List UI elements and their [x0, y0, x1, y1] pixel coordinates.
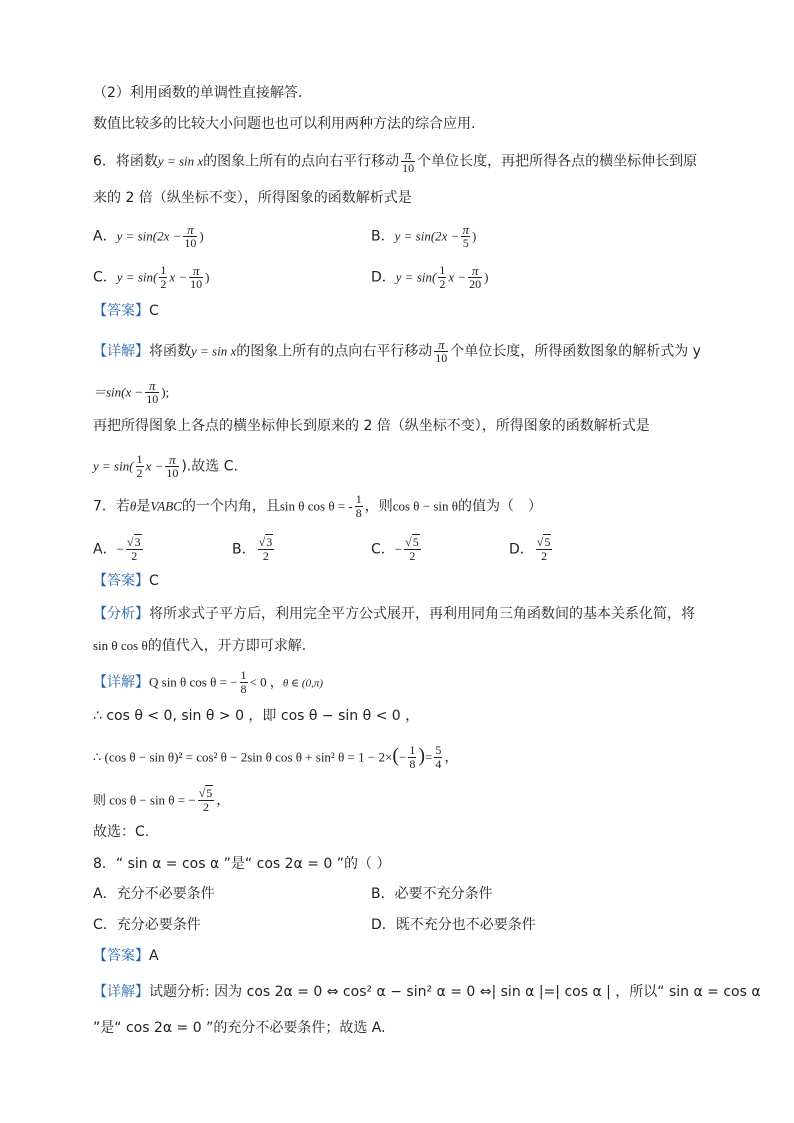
fraction-denominator: 10 [146, 392, 159, 406]
fraction-numerator: 1 [136, 452, 143, 466]
option-expr: y = sin(2x − [116, 228, 182, 244]
option-fraction [189, 264, 203, 291]
option-label: D． [371, 269, 396, 286]
fraction-denominator: 10 [402, 161, 415, 175]
detail-text: 试题分析: 因为 cos 2α = 0 ⇔ cos² α − sin² α = 0 ⇔| sin α |=| cos α | ，所以“ sin α = cos α [149, 984, 761, 1000]
option-expr-mid: x − [169, 269, 188, 285]
q7-stem [93, 493, 734, 520]
fraction-denominator: 10 [190, 277, 203, 291]
detail-tag: 【详解】 [93, 674, 149, 691]
detail-function: y = sin x [191, 343, 237, 359]
detail-range: θ ∈ (0,π) [282, 677, 323, 690]
q7-suffix: 的值为（ ） [458, 498, 543, 515]
detail-text: 将函数 [149, 343, 191, 360]
q7-detail-line-1 [93, 669, 734, 696]
fraction-denominator: 4 [435, 757, 442, 771]
fraction-numerator: 1 [160, 263, 167, 277]
radicand: 3 [134, 535, 141, 549]
q7-fraction [355, 493, 363, 520]
option-fraction [468, 264, 482, 291]
answer-value: A [149, 948, 159, 964]
intro-line-1: （2）利用函数的单调性直接解答. [93, 85, 303, 101]
q8-detail-line-1 [93, 982, 761, 1002]
detail-expr: ∴ (cos θ − sin θ)² = cos² θ − 2sin θ cos θ + sin² θ = 1 − 2× [93, 749, 393, 765]
q6-option-a [93, 223, 204, 250]
detail-expr: y = sin( [93, 458, 134, 474]
q7-option-c [371, 536, 423, 563]
fraction-denominator: 20 [469, 277, 482, 291]
q8-option-a: A．充分不必要条件 [93, 886, 215, 902]
option-fraction [183, 223, 197, 250]
analysis-text: 将所求式子平方后，利用完全平方公式展开，再利用同角三角函数间的基本关系化简，将 [149, 606, 695, 622]
fraction-numerator: π [165, 453, 179, 467]
fraction-denominator: 2 [262, 549, 269, 563]
q7-analysis-line-2 [93, 636, 734, 656]
fraction-denominator: 8 [240, 682, 247, 696]
option-fraction: $\frac{√3}{2}$ [258, 535, 273, 563]
detail-conclusion: ).故选 C. [181, 458, 238, 475]
q7-theta: θ [129, 498, 137, 514]
fraction-numerator: π [468, 264, 482, 278]
fraction-denominator: 2 [136, 466, 143, 480]
q7-expression: cos θ − sin θ [392, 498, 459, 514]
radicand: 5 [544, 535, 551, 549]
fraction-denominator: 10 [435, 351, 448, 365]
detail-fraction [240, 669, 248, 696]
option-label: D． [509, 541, 534, 558]
fraction-denominator: 10 [166, 466, 179, 480]
detail-punct: ， [444, 749, 459, 766]
q6-mid: 的图象上所有的点向右平行移动 [203, 153, 400, 170]
analysis-text: 的值代入，开方即可求解. [147, 638, 307, 654]
detail-fraction: $\frac{√5}{2}$ [198, 786, 213, 814]
q7-detail-line-3: ∴ (cos θ − sin θ)² = cos² θ − 2sin θ cos θ + sin² θ = 1 − 2×(− $\frac{1}{8}$ )= $\frac{5}{4}$ ， [93, 743, 459, 771]
option-fraction-half [159, 264, 167, 291]
q8-stem: 8．“ sin α = cos α ”是“ cos 2α = 0 ”的（ ） [93, 856, 391, 872]
fraction-numerator: 1 [240, 668, 247, 682]
option-fraction-half [438, 264, 446, 291]
option-label: C． [93, 269, 117, 286]
radicand: 3 [266, 535, 273, 549]
detail-fraction-result [434, 744, 442, 771]
detail-fraction [145, 379, 159, 406]
analysis-expr: sin θ cos θ [93, 638, 148, 653]
option-expr: y = sin( [116, 269, 158, 285]
fraction-numerator: 1 [355, 492, 362, 506]
option-label: C． [371, 541, 395, 558]
q6-option-c [93, 264, 209, 291]
q6-function: y = sin x [157, 153, 204, 169]
answer-tag: 【答案】 [93, 573, 149, 589]
detail-text: 的图象上所有的点向右平行移动 [236, 343, 433, 360]
fraction-numerator: 1 [409, 743, 416, 757]
q7-prefix: 7．若 [93, 498, 130, 515]
fraction-numerator: π [401, 148, 415, 162]
q6-stem-line-1 [93, 148, 734, 175]
fraction-denominator: 8 [409, 757, 416, 771]
fraction-numerator: π [434, 338, 448, 352]
q6-stem-line-2: 来的 2 倍（纵坐标不变），所得图象的函数解析式是 [93, 190, 412, 206]
radicand: 5 [206, 786, 213, 800]
q6-detail-line-1 [93, 338, 734, 365]
detail-tag: 【详解】 [93, 984, 149, 1000]
q7-option-a [93, 536, 145, 563]
fraction-denominator: 2 [131, 549, 138, 563]
detail-expr: 则 cos θ − sin θ = − [93, 792, 196, 808]
option-label: A． [93, 228, 117, 245]
fraction-numerator: π [189, 264, 203, 278]
fraction-denominator: 2 [439, 277, 446, 291]
q7-detail-line-4 [93, 787, 734, 814]
radicand: 5 [412, 535, 419, 549]
answer-value: C [149, 303, 159, 319]
option-sign: − [394, 541, 403, 557]
fraction-numerator: π [183, 223, 197, 237]
q8-option-d: D．既不充分也不必要条件 [371, 917, 536, 933]
detail-fraction [165, 453, 179, 480]
q6-option-d [371, 264, 488, 291]
fraction-numerator: 5 [435, 743, 442, 757]
fraction-denominator: 2 [160, 277, 167, 291]
option-expr: y = sin(2x − [394, 228, 460, 244]
detail-tag: 【详解】 [93, 343, 149, 360]
option-expr: y = sin( [395, 269, 437, 285]
q7-text: 是 [136, 498, 151, 515]
q6-option-b [371, 223, 476, 250]
q7-condition: sin θ cos θ = - [279, 498, 353, 514]
option-label: B． [371, 228, 395, 245]
fraction-numerator: 1 [439, 263, 446, 277]
fraction-denominator: 2 [203, 800, 209, 814]
q7-detail-line-2: ∴ cos θ < 0, sin θ > 0 ，即 cos θ − sin θ < 0 ， [93, 708, 420, 724]
q6-suffix: 个单位长度，再把所得各点的横坐标伸长到原 [417, 153, 698, 170]
detail-expr: Q sin θ cos θ = − [149, 674, 238, 690]
detail-expr-end: < 0 ， [249, 674, 283, 690]
option-fraction: $\frac{√3}{2}$ [126, 535, 141, 563]
q6-shift-fraction [401, 148, 415, 175]
detail-fraction [408, 744, 416, 771]
option-sign: − [116, 541, 124, 557]
q7-conclusion: 故选：C. [93, 824, 150, 840]
q6-detail-line-4 [93, 453, 734, 480]
q8-option-b: B．必要不充分条件 [371, 886, 493, 902]
q7-option-b [232, 536, 276, 563]
intro-line-2: 数值比较多的比较大小问题也也可以利用两种方法的综合应用. [93, 116, 476, 132]
answer-tag: 【答案】 [93, 303, 149, 319]
option-label: A． [93, 541, 117, 558]
detail-equals: = [425, 749, 433, 765]
option-fraction [461, 223, 470, 250]
fraction-denominator: 8 [355, 506, 362, 520]
option-fraction: $\frac{√5}{2}$ [536, 535, 551, 563]
q8-answer [93, 946, 734, 966]
q6-answer [93, 301, 734, 321]
q6-prefix: 6．将函数 [93, 153, 158, 170]
detail-expr: ＝sin(x − [93, 384, 144, 400]
answer-tag: 【答案】 [93, 948, 149, 964]
fraction-numerator: π [145, 379, 159, 393]
q7-analysis-line-1 [93, 604, 734, 624]
q6-detail-line-3: 再把所得图象上各点的横坐标伸长到原来的 2 倍（纵坐标不变），所得图象的函数解析式是 [93, 418, 650, 434]
detail-fraction [434, 338, 448, 365]
option-expr-end: ) [471, 228, 477, 244]
answer-value: C [149, 573, 159, 589]
q6-detail-line-2 [93, 379, 734, 406]
q7-text: ，则 [364, 498, 393, 515]
option-expr-end: ) [484, 269, 489, 285]
fraction-denominator: 10 [184, 236, 197, 250]
option-expr-end: ) [205, 269, 210, 285]
detail-expr-end: ); [161, 384, 170, 400]
detail-fraction-half [136, 453, 144, 480]
option-expr-end: ) [199, 228, 204, 244]
q8-detail-line-2: ”是“ cos 2α = 0 ”的充分不必要条件；故选 A. [93, 1020, 386, 1036]
q7-text: 的一个内角，且 [181, 498, 280, 515]
q7-option-d [509, 536, 554, 563]
fraction-denominator: 2 [541, 549, 548, 563]
fraction-numerator: π [462, 222, 469, 237]
q7-triangle: VABC [150, 498, 182, 514]
option-label: B． [232, 541, 256, 558]
analysis-tag: 【分析】 [93, 606, 149, 622]
fraction-denominator: 2 [409, 549, 416, 563]
detail-punct: ， [216, 792, 231, 809]
option-expr-mid: x − [448, 269, 467, 285]
q7-answer [93, 571, 734, 591]
detail-expr-mid: x − [145, 458, 164, 474]
detail-text: 个单位长度，所得函数图象的解析式为 y [450, 343, 701, 360]
option-fraction: $\frac{√5}{2}$ [405, 535, 419, 563]
fraction-denominator: 5 [462, 236, 469, 250]
q8-option-c: C．充分必要条件 [93, 917, 201, 933]
